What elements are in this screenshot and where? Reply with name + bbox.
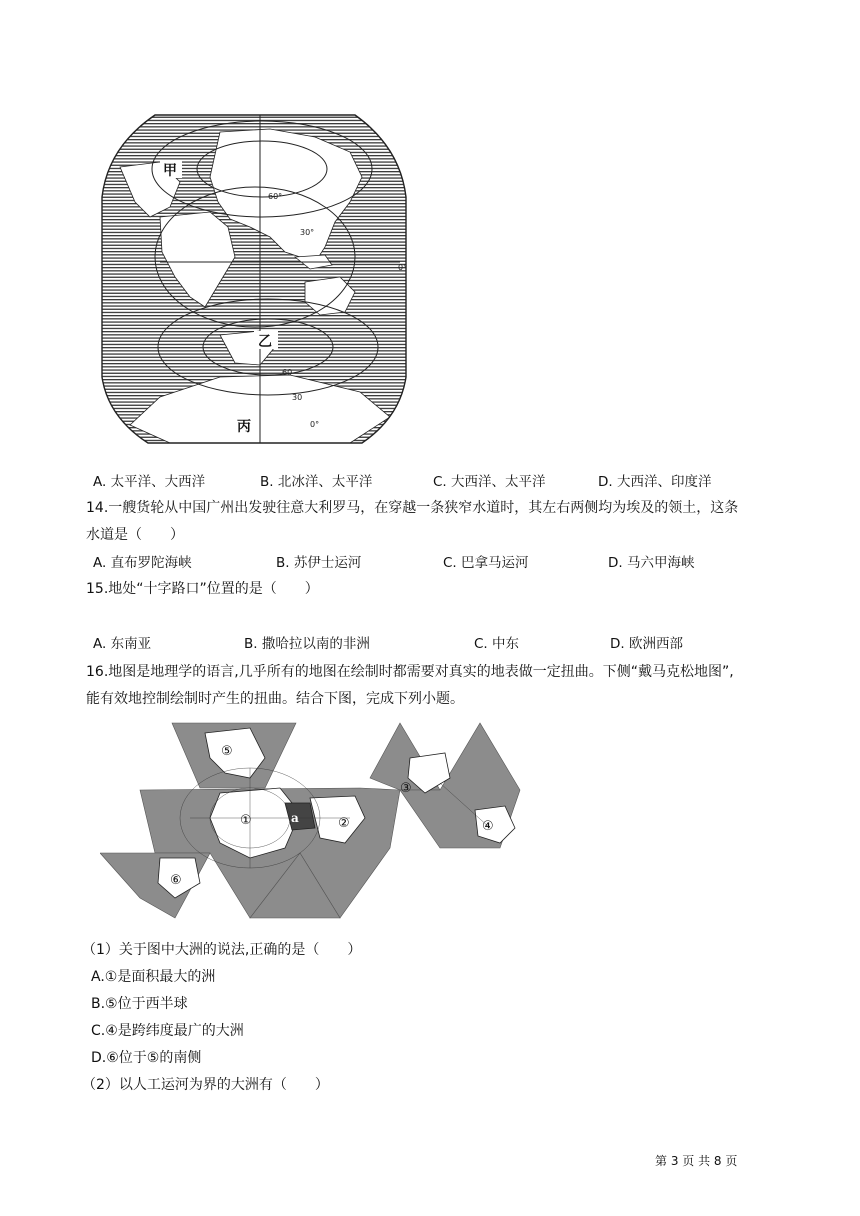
q16-stem-line1: 16.地图是地理学的语言,几乎所有的地图在绘制时都需要对真实的地表做一定扭曲。下侧“戴马克松地图”, — [86, 664, 734, 680]
q14-option-b[interactable]: B. 苏伊士运河 — [276, 555, 362, 571]
q14-option-d[interactable]: D. 马六甲海峡 — [608, 555, 695, 571]
lat-label-30s: 30 — [292, 393, 303, 402]
label-jia: 甲 — [163, 163, 177, 179]
q14-option-c[interactable]: C. 巴拿马运河 — [443, 555, 529, 571]
lat-label-60n: 60° — [268, 192, 283, 201]
label-point-a: a — [291, 811, 299, 825]
q16-sub1-option-d[interactable]: D.⑥位于⑤的南侧 — [91, 1050, 202, 1066]
lat-label-30n: 30° — [300, 228, 315, 237]
q15-option-c[interactable]: C. 中东 — [474, 636, 520, 652]
label-continent-2: ② — [338, 816, 350, 831]
label-yi: 乙 — [258, 334, 272, 350]
q13-option-b[interactable]: B. 北冰洋、太平洋 — [260, 474, 373, 490]
q14-stem-line1: 14.一艘货轮从中国广州出发驶往意大利罗马，在穿越一条狭窄水道时，其左右两侧均为埃及的领土，这条 — [86, 500, 739, 516]
label-continent-3: ③ — [400, 781, 412, 796]
page-number: 第 3 页 共 8 页 — [655, 1154, 738, 1168]
dymaxion-map — [100, 718, 524, 926]
label-continent-1: ① — [240, 813, 252, 828]
q16-sub1-option-c[interactable]: C.④是跨纬度最广的大洲 — [91, 1023, 244, 1039]
q15-option-d[interactable]: D. 欧洲西部 — [610, 636, 683, 652]
q14-stem-line2: 水道是（ ） — [86, 527, 184, 543]
world-ocean-map — [100, 107, 410, 447]
q13-option-c[interactable]: C. 大西洋、太平洋 — [433, 474, 546, 490]
q16-sub2-stem: （2）以人工运河为界的大洲有（ ） — [82, 1077, 329, 1093]
q15-option-a[interactable]: A. 东南亚 — [93, 636, 152, 652]
lat-label-0: 0° — [398, 263, 408, 272]
label-bing: 丙 — [237, 419, 251, 435]
q16-sub1-option-a[interactable]: A.①是面积最大的洲 — [91, 969, 216, 985]
label-continent-6: ⑥ — [170, 873, 182, 888]
q13-option-a[interactable]: A. 太平洋、大西洋 — [93, 474, 206, 490]
label-continent-5: ⑤ — [221, 744, 233, 759]
q16-sub1-option-b[interactable]: B.⑤位于西半球 — [91, 996, 188, 1012]
label-continent-4: ④ — [482, 819, 494, 834]
q13-option-d[interactable]: D. 大西洋、印度洋 — [598, 474, 712, 490]
q16-stem-line2: 能有效地控制绘制时产生的扭曲。结合下图，完成下列小题。 — [86, 691, 464, 707]
q14-option-a[interactable]: A. 直布罗陀海峡 — [93, 555, 192, 571]
q15-option-b[interactable]: B. 撒哈拉以南的非洲 — [244, 636, 370, 652]
lat-label-60s: 60 — [282, 368, 293, 377]
q16-sub1-stem: （1）关于图中大洲的说法,正确的是（ ） — [82, 942, 362, 958]
lat-label-0s: 0° — [310, 420, 320, 429]
q15-stem: 15.地处“十字路口”位置的是（ ） — [86, 581, 319, 597]
